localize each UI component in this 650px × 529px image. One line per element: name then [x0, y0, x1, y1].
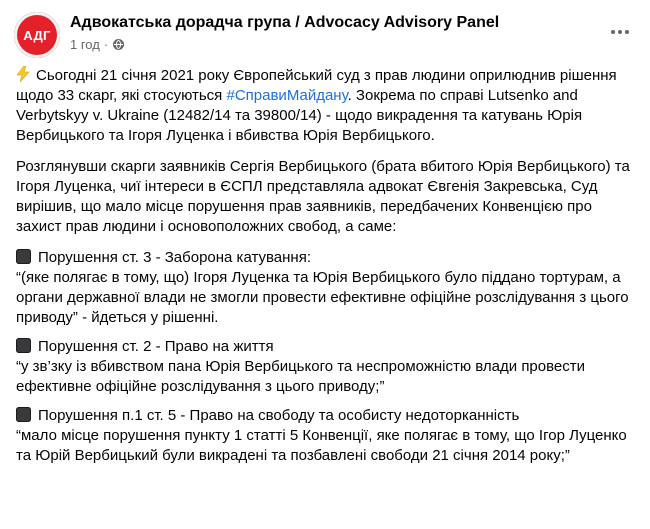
more-dot [618, 30, 622, 34]
violation-title: Порушення ст. 2 - Право на життя [38, 338, 274, 355]
violation-title-line [16, 248, 640, 268]
intro-text-end: . Зокрема по справі Lutsenko and Verbytskyy v. Ukraine (12482/14 та 39800/14) - щодо викрадення та катувань Юрія Вербицького та Ігоря Луценка і вбивства Юрія Вербицького. [16, 87, 583, 144]
violation-item [16, 337, 640, 397]
post-header [14, 12, 636, 58]
more-options-button[interactable] [604, 16, 636, 48]
post-paragraph-intro [16, 66, 640, 146]
violation-quote: “мало місце порушення пункту 1 статті 5 Конвенції, яке полягає в тому, що Ігор Луценко та Юрій Вербицький були викрадені та позбавлені свободи 21 січня 2014 року;” [16, 427, 627, 464]
meta-separator: · [103, 37, 109, 52]
violation-title-line [16, 337, 640, 357]
post-body [16, 66, 640, 475]
black-square-icon [16, 407, 31, 422]
post-meta [70, 37, 124, 52]
globe-icon[interactable] [113, 39, 124, 50]
black-square-icon [16, 338, 31, 353]
violation-quote: “у зв’зку із вбивством пана Юрія Вербицького та неспроможністю влади провести ефективне офіційне розслідування з цього приводу;” [16, 358, 586, 395]
violation-title: Порушення ст. 3 - Заборона катування: [38, 249, 312, 266]
hashtag-link[interactable]: #СправиМайдану [226, 87, 348, 104]
intro-text-start: Сьогодні 21 січня 2021 року Європейський суд з прав людини оприлюднив рішення щодо 33 скарг, які стосуються [16, 67, 617, 104]
black-square-icon [16, 249, 31, 264]
lightning-bolt-icon [16, 66, 30, 82]
more-dot [625, 30, 629, 34]
avatar[interactable] [14, 12, 60, 58]
violation-quote: “(яке полягає в тому, що) Ігоря Луценка та Юрія Вербицького було піддано тортурам, а органи державної влади не змогли провести ефективне офіційне розслідування з цього приводу” - йдеться у рішенні. [16, 269, 629, 326]
violation-item [16, 406, 640, 466]
post-time[interactable]: 1 год [70, 37, 100, 52]
more-dots-icon [611, 30, 615, 34]
violation-title-line [16, 406, 640, 426]
page-name-link[interactable]: Адвокатська дорадча група / Advocacy Advisory Panel [70, 14, 500, 31]
violation-item [16, 248, 640, 328]
violation-title: Порушення п.1 ст. 5 - Право на свободу та особисту недоторканність [38, 407, 520, 424]
avatar-logo-text: АДГ [23, 27, 51, 43]
post-paragraph-decision: Розглянувши скарги заявників Сергія Вербицького (брата вбитого Юрія Вербицького) та Ігоря Луценка, чиї інтереси в ЄСПЛ представляла адвокат Євгенія Закревська, Суд вирішив, що мало місце порушення прав заявників, передбачених Конвенцією про захист прав людини і основоположних свобод, а саме: [16, 158, 630, 235]
